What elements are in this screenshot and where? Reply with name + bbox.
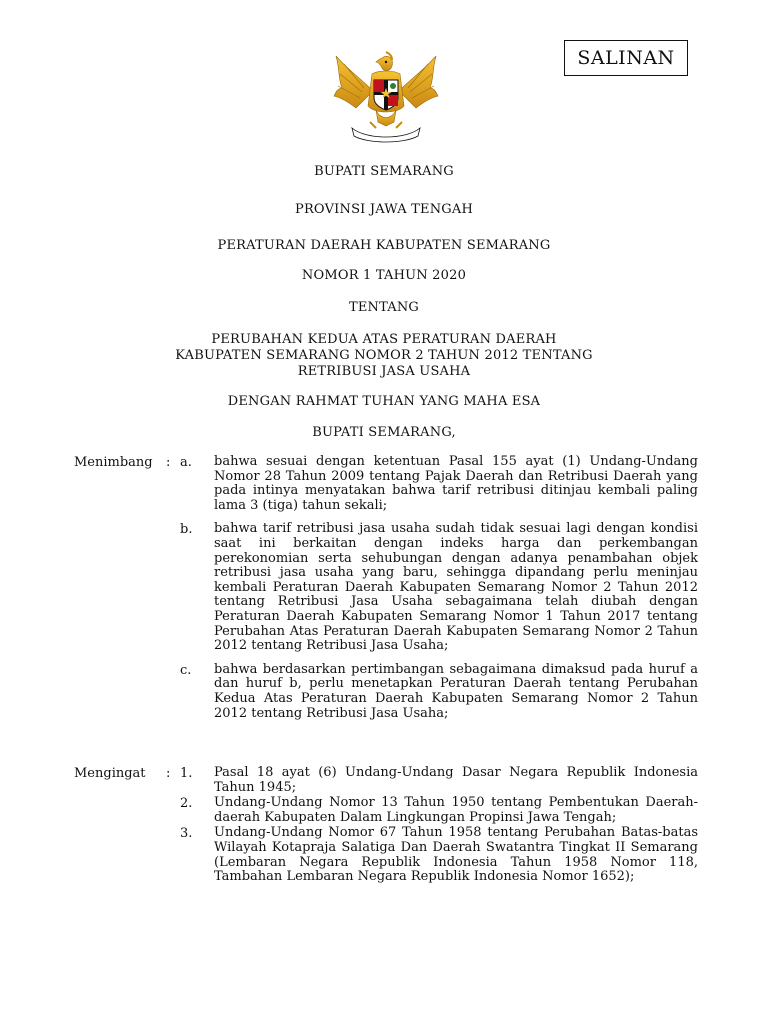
item-text: bahwa sesuai dengan ketentuan Pasal 155 ayat (1) Undang-Undang Nomor 28 Tahun 2009 tentang Pajak Daerah dan Retribusi Daerah yang pada intinya menyatakan bahwa tarif retribusi ditinjau kembali paling lama 3 (tiga) tahun sekali;: [214, 454, 698, 513]
item-text: bahwa tarif retribusi jasa usaha sudah tidak sesuai lagi dengan kondisi saat ini berkaitan dengan indeks harga dan perkembangan perekonomian serta sehubungan dengan adanya penambahan objek retribusi jasa usaha yang baru, sehingga dipandang perlu meninjau kembali Peraturan Daerah Kabupaten Semarang Nomor 2 Tahun 2012 tentang Retribusi Jasa Usaha sebagaimana telah diubah dengan Peraturan Daerah Kabupaten Semarang Nomor 1 Tahun 2017 tentang Perubahan Atas Peraturan Daerah Kabupaten Semarang Nomor 2 Tahun 2012 tentang Retribusi Jasa Usaha;: [214, 521, 698, 654]
province-heading: PROVINSI JAWA TENGAH: [295, 202, 473, 217]
regulation-title-line: KABUPATEN SEMARANG NOMOR 2 TAHUN 2012 TENTANG: [175, 348, 593, 363]
mengingat-section: [74, 766, 698, 886]
considering-item: [74, 455, 698, 513]
item-marker: 1.: [180, 766, 193, 781]
regulation-title-line: PERUBAHAN KEDUA ATAS PERATURAN DAERAH: [211, 332, 557, 347]
legal-basis-item: [74, 766, 698, 795]
section-colon: :: [166, 455, 171, 470]
regulation-title-line: RETRIBUSI JASA USAHA: [297, 364, 471, 379]
regulation-title: [0, 332, 768, 380]
regulation-heading: PERATURAN DAERAH KABUPATEN SEMARANG: [217, 238, 551, 253]
garuda-emblem-icon: [330, 48, 442, 144]
tentang-heading: TENTANG: [348, 300, 420, 315]
regulation-number: NOMOR 1 TAHUN 2020: [301, 268, 467, 283]
regent-signatory-heading: BUPATI SEMARANG,: [312, 425, 456, 440]
item-marker: b.: [180, 522, 193, 538]
regent-heading: BUPATI SEMARANG: [314, 164, 454, 179]
section-colon: :: [166, 766, 171, 781]
item-marker: 2.: [180, 796, 193, 812]
item-text: bahwa berdasarkan pertimbangan sebagaimana dimaksud pada huruf a dan huruf b, perlu menetapkan Peraturan Daerah tentang Perubahan Kedua Atas Peraturan Daerah Kabupaten Semarang Nomor 2 Tahun 2012 tentang Retribusi Jasa Usaha;: [214, 661, 698, 721]
legal-basis-item: [74, 796, 698, 825]
considering-item: [74, 663, 698, 721]
item-marker: 3.: [180, 826, 193, 842]
considering-item: [74, 522, 698, 653]
item-text: Undang-Undang Nomor 67 Tahun 1958 tentang Perubahan Batas-batas Wilayah Kotapraja Salatiga Dan Daerah Swatantra Tingkat II Semarang (Lembaran Negara Republik Indonesia Tahun 1958 Nomor 118, Tambahan Lembaran Negara Republik Indonesia Nomor 1652);: [214, 825, 698, 885]
item-text: Undang-Undang Nomor 13 Tahun 1950 tentang Pembentukan Daerah-daerah Kabupaten Dalam Lingkungan Propinsi Jawa Tengah;: [214, 795, 698, 825]
menimbang-label: Menimbang: [74, 455, 153, 470]
item-marker: a.: [180, 455, 192, 470]
salinan-stamp: SALINAN: [564, 40, 688, 76]
mengingat-label: Mengingat: [74, 766, 146, 781]
item-text: Pasal 18 ayat (6) Undang-Undang Dasar Negara Republik Indonesia Tahun 1945;: [214, 765, 698, 795]
preamble-line: DENGAN RAHMAT TUHAN YANG MAHA ESA: [227, 394, 541, 409]
menimbang-section: [74, 455, 698, 730]
item-marker: c.: [180, 662, 192, 678]
legal-basis-item: [74, 826, 698, 884]
